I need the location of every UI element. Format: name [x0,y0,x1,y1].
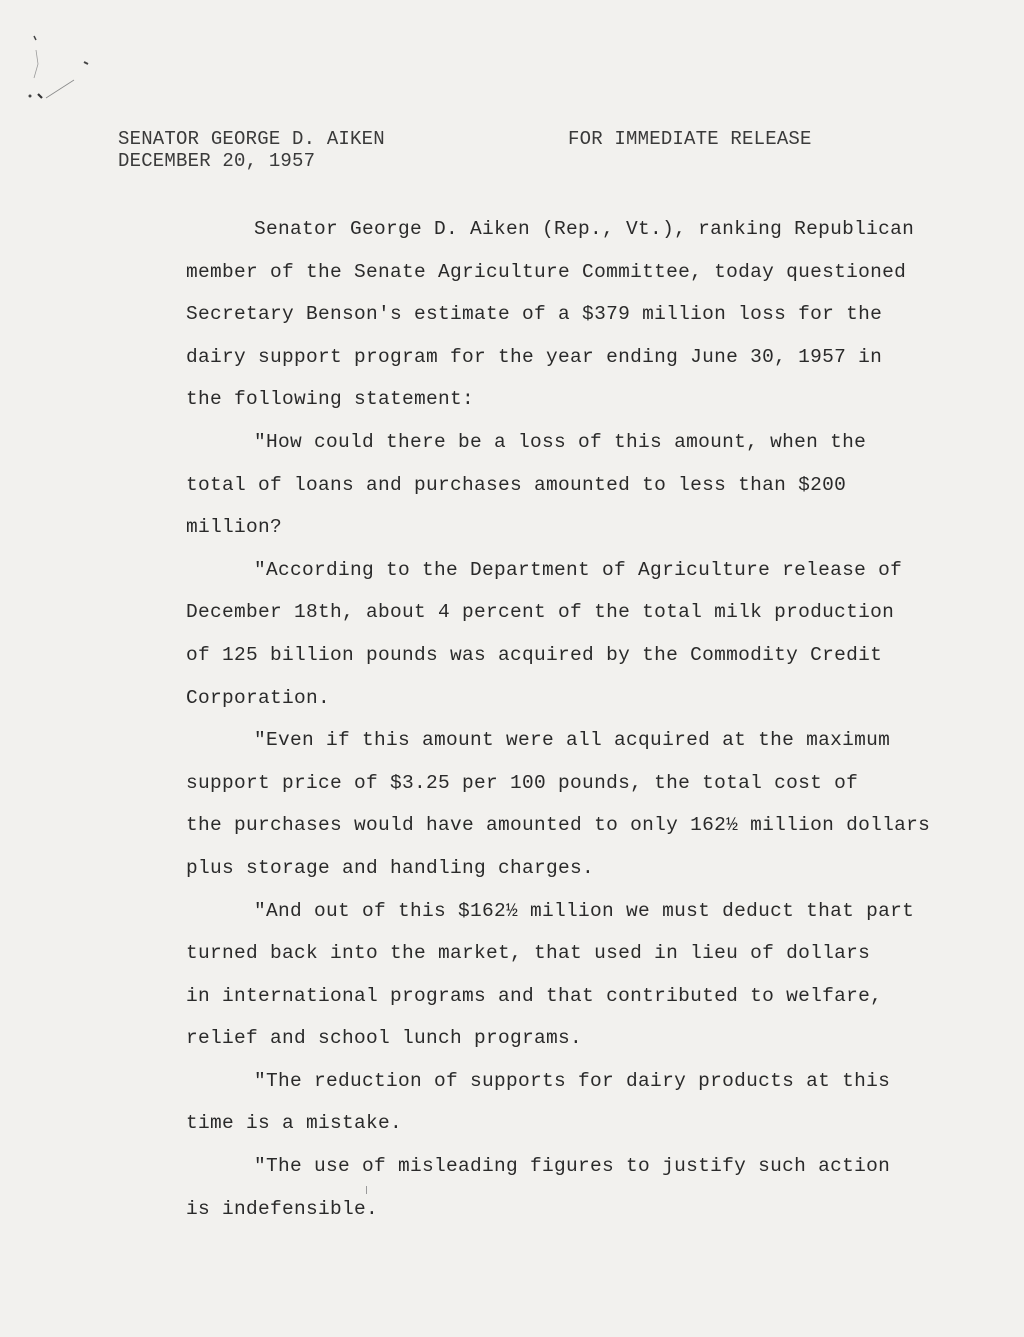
text-line: time is a mistake. [186,1112,403,1135]
text-line: dairy support program for the year ending June 30, 1957 in [186,345,883,368]
text-line: the following statement: [186,388,475,411]
text-line: "According to the Department of Agriculture release of [254,558,903,581]
paragraph-deductions [118,890,918,1060]
text-line: "Even if this amount were all acquired at the maximum [254,729,891,752]
text-line: December 18th, about 4 percent of the total milk production [186,601,895,624]
text-line: support price of $3.25 per 100 pounds, the total cost of [186,771,859,794]
paragraph-intro [118,208,918,421]
text-line: Senator George D. Aiken (Rep., Vt.), ranking Republican [254,218,915,240]
text-line: Secretary Benson's estimate of a $379 million loss for the [186,303,883,326]
paragraph-mistake [118,1060,918,1145]
immediate-release-label: FOR IMMEDIATE RELEASE [568,128,812,150]
text-line: of 125 billion pounds was acquired by the Commodity Credit [186,643,883,666]
senator-name: SENATOR GEORGE D. AIKEN [118,128,385,150]
text-line: is indefensible. [186,1197,379,1220]
text-line: "And out of this $162½ million we must deduct that part [254,899,915,922]
stray-pencil-mark [366,1186,367,1194]
text-line: turned back into the market, that used in lieu of dollars [186,942,871,965]
sender-block [118,128,385,172]
text-line: relief and school lunch programs. [186,1027,583,1050]
text-line: "How could there be a loss of this amount, when the [254,430,867,453]
text-line: million? [186,516,283,539]
release-date: DECEMBER 20, 1957 [118,150,316,172]
text-line: plus storage and handling charges. [186,856,595,879]
text-line: the purchases would have amounted to only 162½ million dollars [186,814,931,837]
release-notice [568,128,812,150]
paragraph-indefensible [118,1145,918,1230]
paragraph-loss-question [118,421,918,549]
paragraph-department-release [118,549,918,719]
text-line: Corporation. [186,686,331,709]
text-line: "The reduction of supports for dairy products at this [254,1069,891,1092]
text-line: in international programs and that contributed to welfare, [186,984,883,1007]
text-line: member of the Senate Agriculture Committee, today questioned [186,260,907,283]
text-line: "The use of misleading figures to justify such action [254,1155,891,1178]
margin-pencil-marks [22,28,102,118]
statement-body [118,208,931,1230]
paragraph-support-price [118,719,931,889]
text-line: total of loans and purchases amounted to less than $200 [186,473,847,496]
